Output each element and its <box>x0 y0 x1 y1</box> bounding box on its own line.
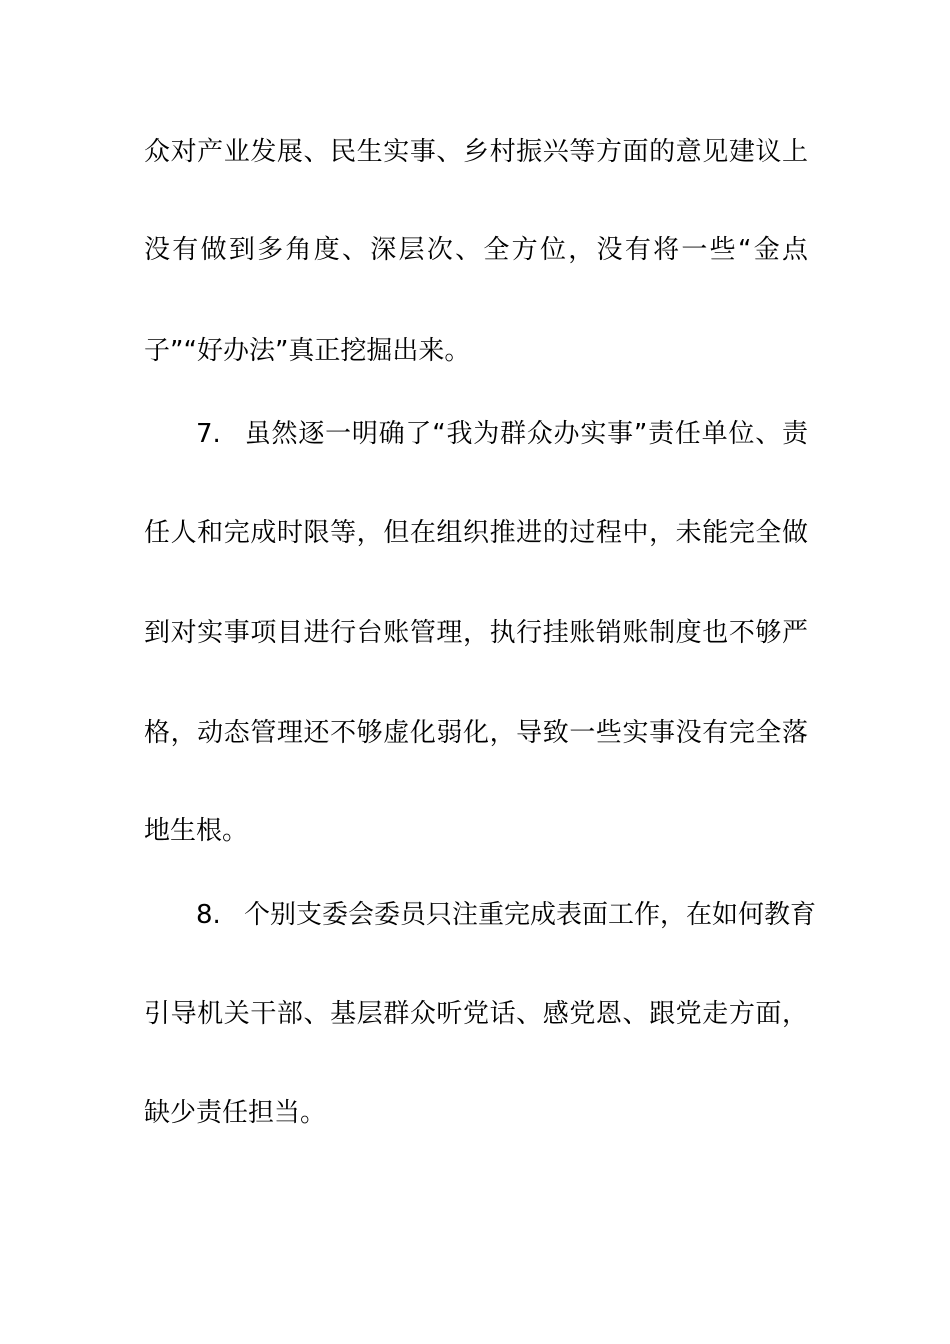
list-number: 8. <box>196 900 221 930</box>
paragraph-8-first-line <box>196 895 817 935</box>
text-line: 格，动态管理还不够虚化弱化，导致一些实事没有完全落 <box>144 718 808 748</box>
text-line: 到对实事项目进行台账管理，执行挂账销账制度也不够严 <box>144 618 808 648</box>
text-line: 众对产业发展、民生实事、乡村振兴等方面的意见建议上 <box>144 137 808 167</box>
text-line: 引导机关干部、基层群众听党话、感党恩、跟党走方面， <box>144 999 808 1029</box>
text-line: 子”“好办法”真正挖掘出来。 <box>144 336 471 366</box>
text-line: 地生根。 <box>144 816 249 846</box>
text-line: 个别支委会委员只注重完成表面工作，在如何教育 <box>244 900 817 930</box>
text-line: 任人和完成时限等，但在组织推进的过程中，未能完全做 <box>144 518 808 548</box>
text-line: 缺少责任担当。 <box>144 1098 327 1128</box>
text-line: 没有做到多角度、深层次、全方位，没有将一些“金点 <box>144 235 808 265</box>
text-line: 虽然逐一明确了“我为群众办实事”责任单位、责 <box>244 419 808 449</box>
list-number: 7. <box>196 419 221 449</box>
paragraph-7-first-line <box>196 414 808 454</box>
